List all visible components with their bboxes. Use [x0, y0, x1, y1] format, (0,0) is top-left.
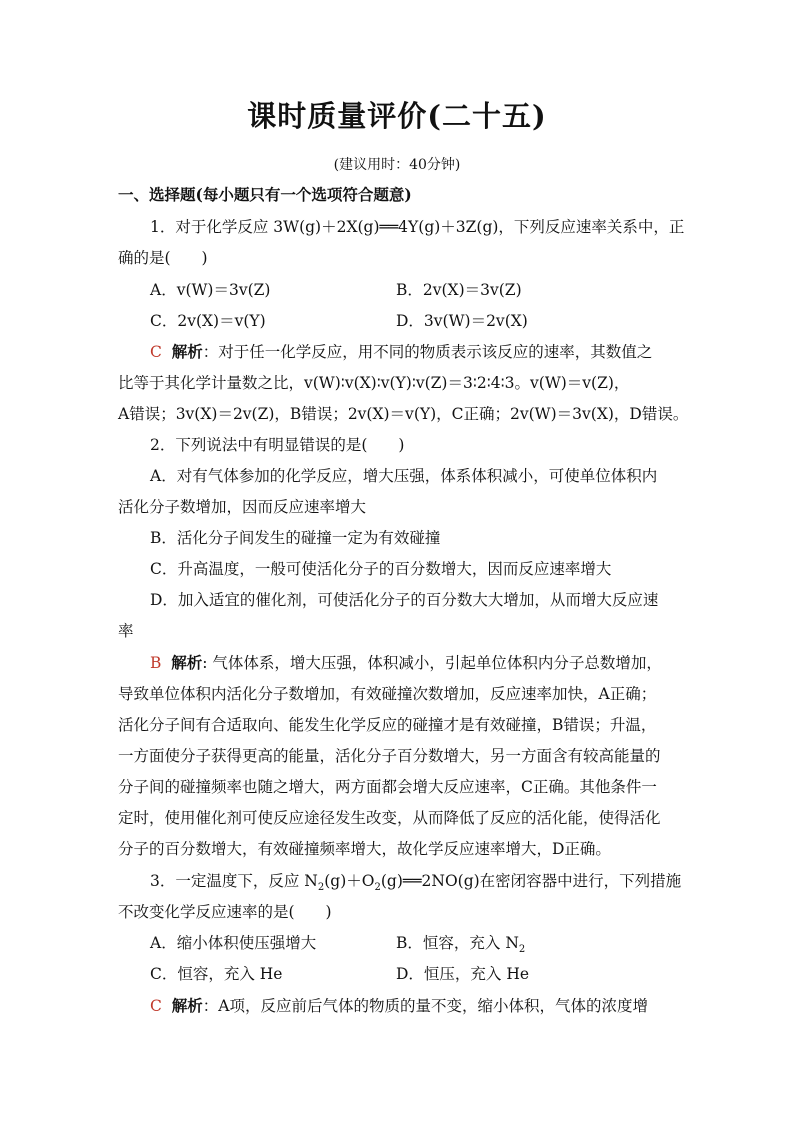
q2-option-a-line2: 活化分子数增加，因而反应速率增大 [118, 498, 367, 516]
q3-option-b-text: B．恒容，充入 N [396, 934, 519, 952]
q2-explanation-line1 [150, 653, 710, 673]
q2-option-b: B．活化分子间发生的碰撞一定为有效碰撞 [150, 529, 441, 547]
q1-option-d: D．3v(W)＝2v(X) [396, 312, 528, 330]
q3-stem-part-b: (g)＋O [324, 872, 375, 890]
q1-explanation-line3: A错误；3v(X)＝2v(Z)，B错误；2v(X)＝v(Y)，C正确；2v(W)＝3v(X)，D错误。 [118, 405, 689, 423]
q1-option-a: A．v(W)＝3v(Z) [150, 281, 271, 299]
q3-n2-subscript: 2 [317, 882, 325, 894]
q3-option-d: D．恒压，充入 He [396, 965, 530, 983]
q3-option-b [396, 933, 525, 960]
q2-option-c: C．升高温度，一般可使活化分子的百分数增大，因而反应速率增大 [150, 560, 612, 578]
q1-explanation-line2: 比等于其化学计量数之比，v(W)∶v(X)∶v(Y)∶v(Z)＝3∶2∶4∶3。v(W)＝v(Z)， [118, 374, 630, 392]
q2-explanation-line5: 分子间的碰撞频率也随之增大，两方面都会增大反应速率，C正确。其他条件一 [118, 778, 657, 796]
q1-stem-line1: 1．对于化学反应 3W(g)＋2X(g)══4Y(g)＋3Z(g)，下列反应速率关系中，正 [150, 218, 685, 236]
q2-explanation-line4: 一方面使分子获得更高的能量，活化分子百分数增大，另一方面含有较高能量的 [118, 747, 661, 765]
q1-jiexi-label: 解析 [171, 342, 203, 361]
q3-stem-part-a: 3．一定温度下，反应 N [150, 872, 318, 890]
q2-option-a-line1: A．对有气体参加的化学反应，增大压强，体系体积减小，可使单位体积内 [150, 467, 658, 485]
q2-stem: 2．下列说法中有明显错误的是( ) [150, 436, 405, 454]
q3-stem-line2: 不改变化学反应速率的是( ) [118, 903, 332, 921]
q2-explanation-line7: 分子的百分数增大，有效碰撞频率增大，故化学反应速率增大，D正确。 [118, 840, 611, 858]
q3-option-c: C．恒容，充入 He [150, 965, 283, 983]
q3-explanation-line1 [150, 996, 710, 1016]
q3-answer: C [150, 997, 162, 1015]
q1-exp1: ：对于任一化学反应，用不同的物质表示该反应的速率，其数值之 [202, 343, 653, 361]
page-title: 课时质量评价(二十五) [247, 99, 547, 133]
q1-stem-line2: 确的是( ) [118, 249, 208, 267]
suggested-time: (建议用时：40分钟) [333, 157, 461, 173]
q2-explanation-line6: 定时，使用催化剂可使反应途径发生改变，从而降低了反应的活化能，使得活化 [118, 809, 661, 827]
q1-answer: C [150, 343, 162, 361]
q3-stem-part-c: (g)══2NO(g)在密闭容器中进行，下列措施 [380, 872, 682, 890]
q3-exp1: ：A项，反应前后气体的物质的量不变，缩小体积，气体的浓度增 [202, 997, 648, 1015]
q2-option-d-line1: D．加入适宜的催化剂，可使活化分子的百分数大大增加，从而增大反应速 [150, 591, 659, 609]
q3-o2-subscript: 2 [374, 882, 381, 894]
q2-explanation-line3: 活化分子间有合适取向、能发生化学反应的碰撞才是有效碰撞，B错误；升温， [118, 716, 657, 734]
q3-option-a: A．缩小体积使压强增大 [150, 934, 317, 952]
q2-exp1: : 气体体系，增大压强，体积减小，引起单位体积内分子总数增加， [202, 654, 662, 672]
q1-explanation-line1 [150, 342, 710, 362]
q3-jiexi-label: 解析 [171, 996, 203, 1015]
section-heading: 一、选择题(每小题只有一个选项符合题意) [118, 185, 412, 204]
q2-answer: B [150, 654, 162, 672]
q2-explanation-line2: 导致单位体积内活化分子数增加，有效碰撞次数增加，反应速率加快，A正确； [118, 685, 657, 703]
q2-jiexi-label: 解析 [171, 653, 203, 672]
q1-option-c: C．2v(X)＝v(Y) [150, 312, 266, 330]
q3-option-b-subscript: 2 [518, 944, 526, 956]
q1-option-b: B．2v(X)＝3v(Z) [396, 281, 522, 299]
q3-stem-line1 [150, 871, 710, 898]
q2-option-d-line2: 率 [118, 622, 134, 640]
